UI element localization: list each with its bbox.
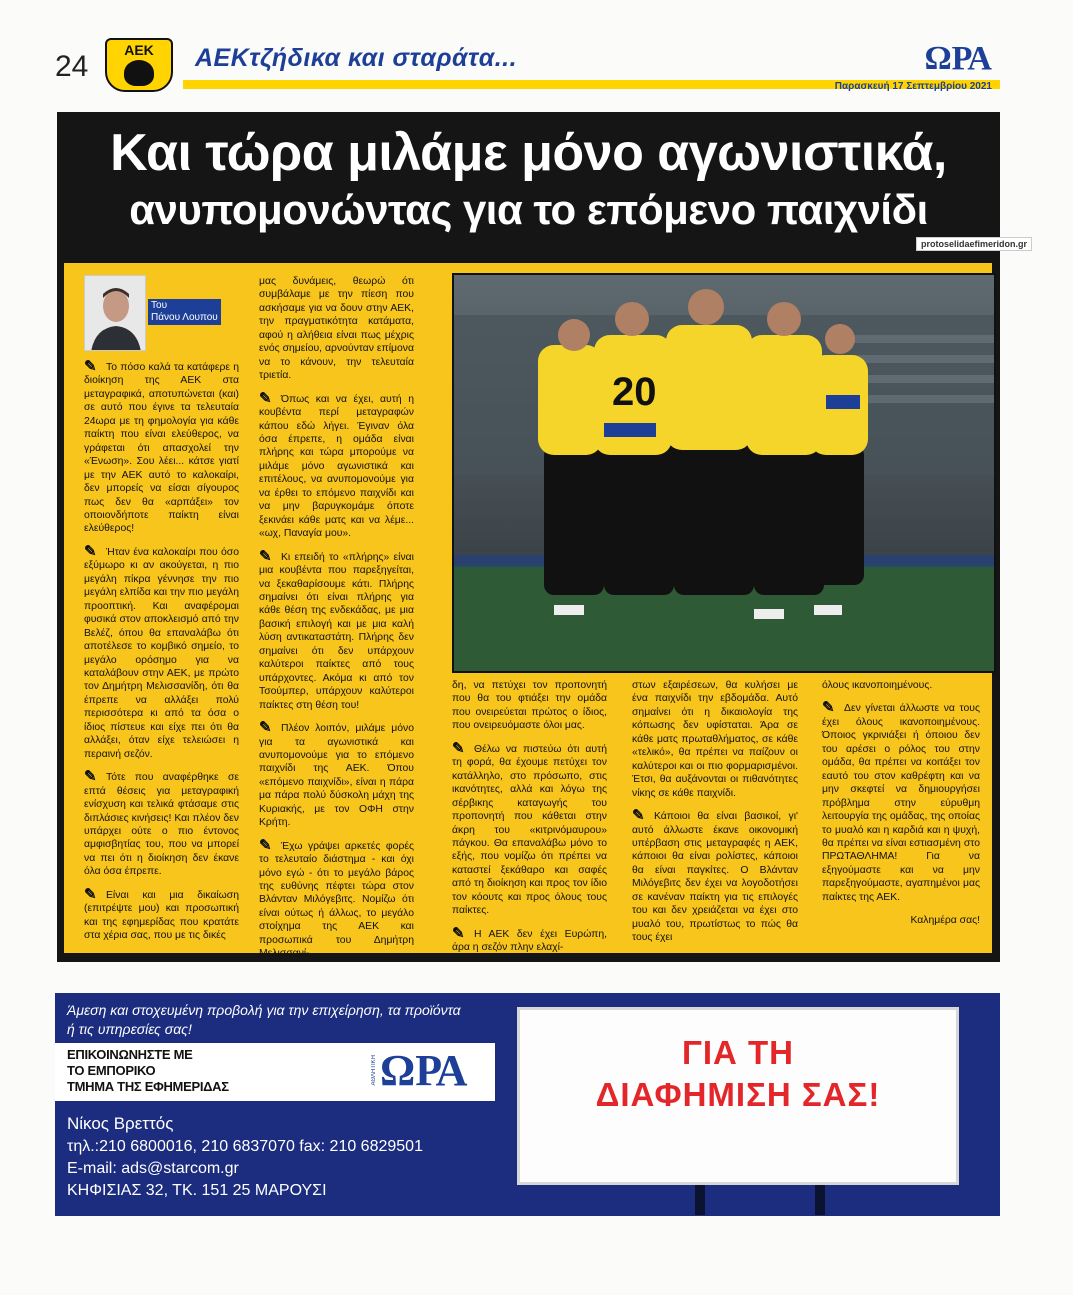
pen-icon: ✎ [259,836,272,854]
advert-contact [67,1113,423,1202]
pen-icon: ✎ [259,719,272,737]
article-paragraph [259,389,414,541]
article-paragraph [84,542,239,761]
pen-icon: ✎ [84,768,97,786]
article-paragraph [632,679,798,800]
text-column-2 [259,275,414,961]
advert-tagline: Άμεση και στοχευμένη προβολή για την επιχείρηση, τα προϊόντα ή τις υπηρεσίες σας! [67,1002,461,1037]
text-column-1 [84,358,239,943]
pen-icon: ✎ [259,547,272,565]
billboard-line-2: ΔΙΑΦΗΜΙΣΗ ΣΑΣ! [595,1076,881,1113]
article-paragraph [822,914,980,927]
article-paragraph [84,885,239,943]
billboard-line-1: ΓΙΑ ΤΗ [682,1034,794,1071]
paragraph-text: Ήταν ένα καλοκαίρι που όσο εξύμωρο κι αν ακούγεται, η πιο μεγάλη πίκρα γέννησε την πιο μεγάλη ελπίδα και την πιο μεγάλη προοπτική. Και αναφέρομαι φυσικά στον αποκλεισμό από την Βελέζ, όπου θα επαναλάβω ότι αποτέλεσε το κομβικό σημείο, το μεγάλο ορόσημο για να καταλάβουν στην ΑΕΚ, με πρώτο τον Δημήτρη Μελισσανίδη, ότι θα έπρεπε να αλλάξει πολύ περισσότερα κι από τα όσα ο ίδιος πίστευε και είχε πει ότι θα αλλάξει, όταν είχε τελειώσει η περαινή σεζόν. [84,546,239,760]
paragraph-text: Καλημέρα σας! [910,915,980,927]
article-body [64,263,992,960]
paragraph-text: Το πόσο καλά τα κατάφερε η διοίκηση της ΑΕΚ στα μεταγραφικά, αποτυπώνεται (και) σε αυτό που έγινε τα τελευταία 24ωρα με τη φημολογία για κάθε παίκτη που είναι ελεύθερος, να γράφεται ότι απασχολεί την «Ένωση». Σου λέει... κάτσε γιατί με την ΑΕΚ αυτό το καλοκαίρι, δεν μπορείς να είσαι σίγουρος πως δεν θα «αρπάξει» τον οποιονδήποτε παίκτη είναι ελεύθερος! [84,362,239,535]
jersey-number: 20 [612,370,657,414]
billboard-post [815,1185,825,1215]
paragraph-text: Πλέον λοιπόν, μιλάμε μόνο για τα αγωνιστικά και ανυπομονούμε για το επόμενο παιχνίδι της ΑΕΚ. Όπου «επόμενο παιχνίδι», είναι η πάρα μα πάρα πολύ δύσκολη μάχη της Κυριακής, με τον ΟΦΗ στην Κρήτη. [259,723,414,829]
byline-author: Πάνου Λουπου [151,312,218,323]
page-header [55,30,1000,92]
paragraph-text: όλους ικανοποιημένους. [822,680,933,691]
contact-address: ΚΗΦΙΣΙΑΣ 32, ΤΚ. 151 25 ΜΑΡΟΥΣΙ [67,1182,327,1199]
article-paragraph [259,275,414,383]
paragraph-text: Έχω γράψει αρκετές φορές το τελευταίο διάστημα - και όχι μόνο εγώ - ότι το μεγάλο βάρος της ευθύνης πέφτει τώρα στον Βλάνταν Μιλόγεβιτς. Νομίζω ότι είναι ούτως ή άλλως, το μεγάλο στοίχημα της ΑΕΚ και προσωπικά του Δημήτρη Μελισσανί- [259,840,414,960]
byline-prefix: Του [151,300,168,311]
article-paragraph [452,924,607,955]
article-paragraph [822,699,980,904]
paragraph-text: Κι επειδή το «πλήρης» είναι μια κουβέντα που παρεξηγείται, να ξεκαθαρίσουμε κάτι. Πλήρης σημαίνει ότι είναι πλήρης για κάθε θέση της ενδεκάδας, με μια βασική επιλογή και με μια καλή λύση αντικαταστάτη. Πλήρης δεν σημαίνει ότι δεν υπάρχουν καλύτεροι παίκτες από τους υπάρχοντες. Ακόμα κι από τον Τσούμπερ, υπάρχουν καλύτεροι παίκτες στη θέση του! [259,551,414,711]
article-paragraph [259,719,414,830]
page-number: 24 [55,50,89,83]
watermark: protoselidaefimeridon.gr [916,237,1032,251]
team-huddle-photo [452,273,996,673]
article-paragraph [84,358,239,536]
headline-line-1: Και τώρα μιλάμε μόνο αγωνιστικά, [110,124,947,182]
aek-logo [105,38,173,92]
article-paragraph [822,679,980,692]
text-column-5 [822,679,980,928]
advert-logo-sub: ΑΘΛΗΤΙΚΗ [371,1055,377,1086]
article [57,255,1000,962]
advert-cta-line-1: ΕΠΙΚΟΙΝΩΝΗΣΤΕ ΜΕ [67,1047,193,1062]
paragraph-text: Είναι και μια δικαίωση (επιτρέψτε μου) και προσωπική και της εφημερίδας που κρατάτε στα χέρια σας, που με τις δικές [84,889,239,942]
billboard-post [695,1185,705,1215]
eagle-icon [124,60,154,86]
author-avatar [84,275,146,351]
paragraph-text: Κάποιοι θα είναι βασικοί, γι' αυτό άλλωστε έκανε οικονομική υπέρβαση στις μεταγραφές η ΑΕΚ, κάποιοι θα είναι ρολίστες, κάποιοι θα είναι παγκίτες. Ο Βλάνταν Μιλόγεβιτς δεν έχει να λογοδοτήσει σε κανέναν παίκτη για τις επιλογές του και δεν χρειάζεται να έχει στο μυαλό του, πρωτίστως το πώς θα τους έχει [632,811,798,944]
advert [55,993,1000,1216]
article-paragraph [632,807,798,945]
advert-cta-line-3: ΤΜΗΜΑ ΤΗΣ ΕΦΗΜΕΡΙΔΑΣ [67,1079,229,1094]
contact-name: Νίκος Βρεττός [67,1114,174,1133]
billboard [517,1007,959,1185]
issue-date: Παρασκευή 17 Σεπτεμβρίου 2021 [834,81,992,92]
article-paragraph [259,836,414,961]
text-column-4 [632,679,798,945]
article-paragraph [259,547,414,712]
headline-line-2: ανυπομονώντας για το επόμενο παιχνίδι [129,186,928,233]
article-paragraph [452,739,607,918]
paragraph-text: Τότε που αναφέρθηκε σε επτά θέσεις για μεταγραφική ενίσχυση και τελικά φτάσαμε στις διπλάσιες κινήσεις! Και πλέον δεν υπάρχει ούτε ο πιο έντονος αμφισβητίας του, που να μπορεί να πει ότι η διοίκηση δεν έκανε όλα όσα έπρεπε. [84,772,239,878]
text-column-3 [452,679,607,955]
paragraph-text: Θέλω να πιστεύω ότι αυτή τη φορά, θα έχουμε πετύχει τον κατάλληλο, στο πρόσωπο, στις ικανότητες, αλλά και λόγω της σέρβικης καταγωγής του προπονητή που κάθεται στην άκρη του «κιτρινόμαυρου» πάγκου. Θα επαναλάβω μόνο το εξής, που νομίζω ότι πρέπει να καταστεί ξεκάθαρο και σαφές από τη διοίκηση και προς τον ίδιο τον κόουτς και προς όλους τους παίκτες. [452,743,607,917]
advert-cta [67,1047,229,1095]
pen-icon: ✎ [452,739,465,757]
newspaper-logo: ΩΡΑ [924,40,992,77]
paragraph-text: στων εξαιρέσεων, θα κυλήσει με ένα παιχνίδι την εβδομάδα. Αυτό σημαίνει ότι η δικαιολογία της κόπωσης δεν υφίσταται. Άρα σε κάθε ματς πρωταθλήματος, σε κάθε «τελικό», θα πρέπει να παίζουν οι καλύτεροι και οι πιο φορμαρισμένοι. Έτσι, θα αυξάνονται οι πιθανότητες νίκης σε κάθε παιχνίδι. [632,680,798,799]
advert-cta-line-2: ΤΟ ΕΜΠΟΡΙΚΟ [67,1063,156,1078]
byline [84,275,234,355]
paragraph-text: Δεν γίνεται άλλωστε να τους έχει όλους ικανοποιημένους. Όποιος γκρινιάξει ή όποιου δεν του αρέσει ο ρόλος του στην ομάδα, θα πρέπει να κοιτάξει τον εαυτό του στον καθρέφτη και να μην σκεφτεί να δημιουργήσει πρόβλημα στην εύρυθμη λειτουργία της ομάδας, της οποίας το μυαλό και η καρδιά και η ψυχή, θα πρέπει να είναι εστιασμένη στο ΠΡΩΤΑΘΛΗΜΑ! Για να εξηγούμαστε και να μην παρεξηγούμαστε, αγαπημένοι μας παίκτες της ΑΕΚ. [822,703,980,903]
pen-icon: ✎ [84,358,97,375]
contact-phone: τηλ.:210 6800016, 210 6837070 fax: 210 6829501 [67,1138,423,1155]
paragraph-text: μας δυνάμεις, θεωρώ ότι συμβάλαμε με την πίεση που ασκήσαμε για να δουν στην ΑΕΚ, την πραγματικότητα κατάματα, αφού η αλήθεια είναι πως μέχρις ενός σημείου, αρνούνταν επίμονα να το κάνουν, την τελευταία τριετία. [259,276,414,382]
advert-cta-strip [55,1043,495,1101]
pen-icon: ✎ [452,924,465,942]
pen-icon: ✎ [632,807,645,825]
pen-icon: ✎ [84,885,97,903]
aek-logo-text: ΑΕΚ [124,42,154,58]
section-title: ΑΕΚτζήδικα και σταράτα... [195,44,518,72]
headline-box [57,112,1000,267]
contact-email: E-mail: ads@starcom.gr [67,1160,239,1177]
article-paragraph [452,679,607,733]
advert-logo: ΩΡΑ [380,1046,468,1095]
pen-icon: ✎ [822,699,835,717]
paragraph-text: Η ΑΕΚ δεν έχει Ευρώπη, άρα η σεζόν πλην ελαχί- [452,928,607,954]
author-name [148,299,221,325]
paragraph-text: Όπως και να έχει, αυτή η κουβέντα περί μεταγραφών κάπου εδώ λήγει. Έγιναν όλα όσα έπρεπε, η ομάδα είναι πλήρης και τώρα μπορούμε να μιλάμε μόνο αγωνιστικά και επιτέλους, να ανυπομονούμε για να έρθει το επόμενο παιχνίδι και να μην βαρυγκομάμε όποτε ξεκινάει κάθε ματς και να λέμε... «ωχ, Παναγία μου». [259,393,414,540]
pen-icon: ✎ [259,389,272,407]
article-paragraph [84,768,239,879]
pen-icon: ✎ [84,542,97,560]
paragraph-text: δη, να πετύχει τον προπονητή που θα του φτιάξει την ομάδα που ονειρεύεται πρώτος ο ίδιος, που ονειρευόμαστε όλοι μας. [452,680,607,732]
